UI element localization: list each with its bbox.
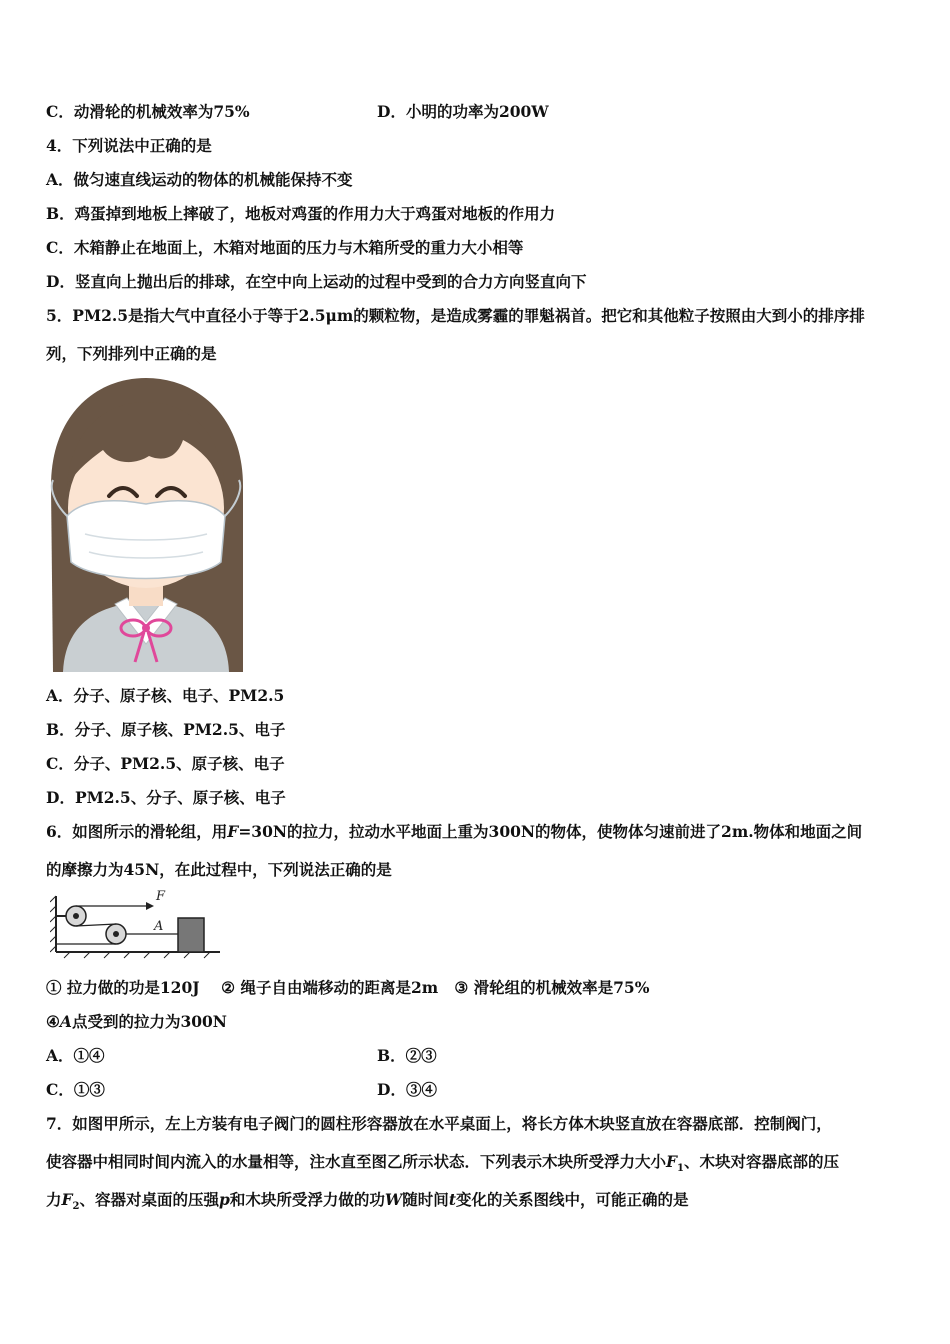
q6-statement-4-text: 点受到的拉力为300N [71,1012,227,1031]
q7-var-w: W [384,1190,403,1209]
q4-stem: 4．下列说法中正确的是 [46,136,212,155]
q7-var-f1: F [666,1152,678,1171]
q7-stem-text-7: 变化的关系图线中，可能正确的是 [455,1190,689,1209]
pulley-system-diagram [50,890,222,960]
q4-option-a: A．做匀速直线运动的物体的机械能保持不变 [46,170,353,189]
q6-statements-2 [46,1012,227,1032]
q7-stem-text-5: 和木块所受浮力做的功 [229,1190,385,1209]
q3-option-c: C．动滑轮的机械效率为75% [46,102,250,121]
q7-stem-text-2: 、木块对容器底部的压 [684,1152,840,1171]
q7-sub-2: 2 [72,1201,80,1213]
q5-stem-line1: 5．PM2.5是指大气中直径小于等于2.5μm的颗粒物，是造成雾霾的罪魁祸首。把它和其他粒子按照由大到小的排序排 [46,306,865,325]
q6-stem-line1 [46,822,862,842]
q7-sub-1: 1 [677,1163,684,1175]
q5-option-a: A．分子、原子核、电子、PM2.5 [46,686,285,705]
q6-stem-text-2: =30N的拉力，拉动水平地面上重为300N的物体，使物体匀速前进了2m.物体和地面之间 [238,822,863,841]
q5-option-b: B．分子、原子核、PM2.5、电子 [46,720,286,739]
q7-stem-text: 使容器中相同时间内流入的水量相等，注水直至图乙所示状态．下列表示木块所受浮力大小 [46,1152,667,1171]
q7-var-t: t [448,1190,456,1209]
q6-option-c: C．①③ [46,1080,105,1099]
q6-statement-4-num: ④ [46,1012,60,1031]
q6-var-a: A [59,1012,72,1031]
girl-mask-illustration [45,376,247,672]
q4-option-c: C．木箱静止在地面上，木箱对地面的压力与木箱所受的重力大小相等 [46,238,524,257]
q7-stem-text-4: 、容器对桌面的压强 [79,1190,220,1209]
q5-option-d: D．PM2.5、分子、原子核、电子 [46,788,286,807]
q6-stem-line2: 的摩擦力为45N，在此过程中，下列说法正确的是 [46,860,392,879]
q6-statements-1: ① 拉力做的功是120J ② 绳子自由端移动的距离是2m ③ 滑轮组的机械效率是75% [46,978,650,997]
q7-stem-text-6: 随时间 [402,1190,449,1209]
pulley-label-f: F [156,890,166,904]
q7-stem-text-3: 力 [46,1190,62,1209]
q3-option-d: D．小明的功率为200W [377,102,549,121]
q6-option-a: A．①④ [46,1046,105,1065]
q4-option-b: B．鸡蛋掉到地板上摔破了，地板对鸡蛋的作用力大于鸡蛋对地板的作用力 [46,204,556,223]
q7-stem-line2 [46,1152,839,1179]
q6-option-d: D．③④ [377,1080,437,1099]
q5-option-c: C．分子、PM2.5、原子核、电子 [46,754,285,773]
q6-option-b: B．②③ [377,1046,437,1065]
pulley-label-a: A [154,919,164,934]
q5-stem-line2: 列，下列排列中正确的是 [46,344,217,363]
q7-var-f2: F [61,1190,73,1209]
q7-stem-line3 [46,1190,689,1217]
q4-option-d: D．竖直向上抛出后的排球，在空中向上运动的过程中受到的合力方向竖直向下 [46,272,587,291]
q6-stem-text: 6．如图所示的滑轮组，用 [46,822,228,841]
q7-var-p: p [219,1190,230,1209]
q7-stem-line1: 7．如图甲所示，左上方装有电子阀门的圆柱形容器放在水平桌面上，将长方体木块竖直放在容器底部．控制阀门， [46,1114,832,1133]
q6-var-f: F [227,822,239,841]
